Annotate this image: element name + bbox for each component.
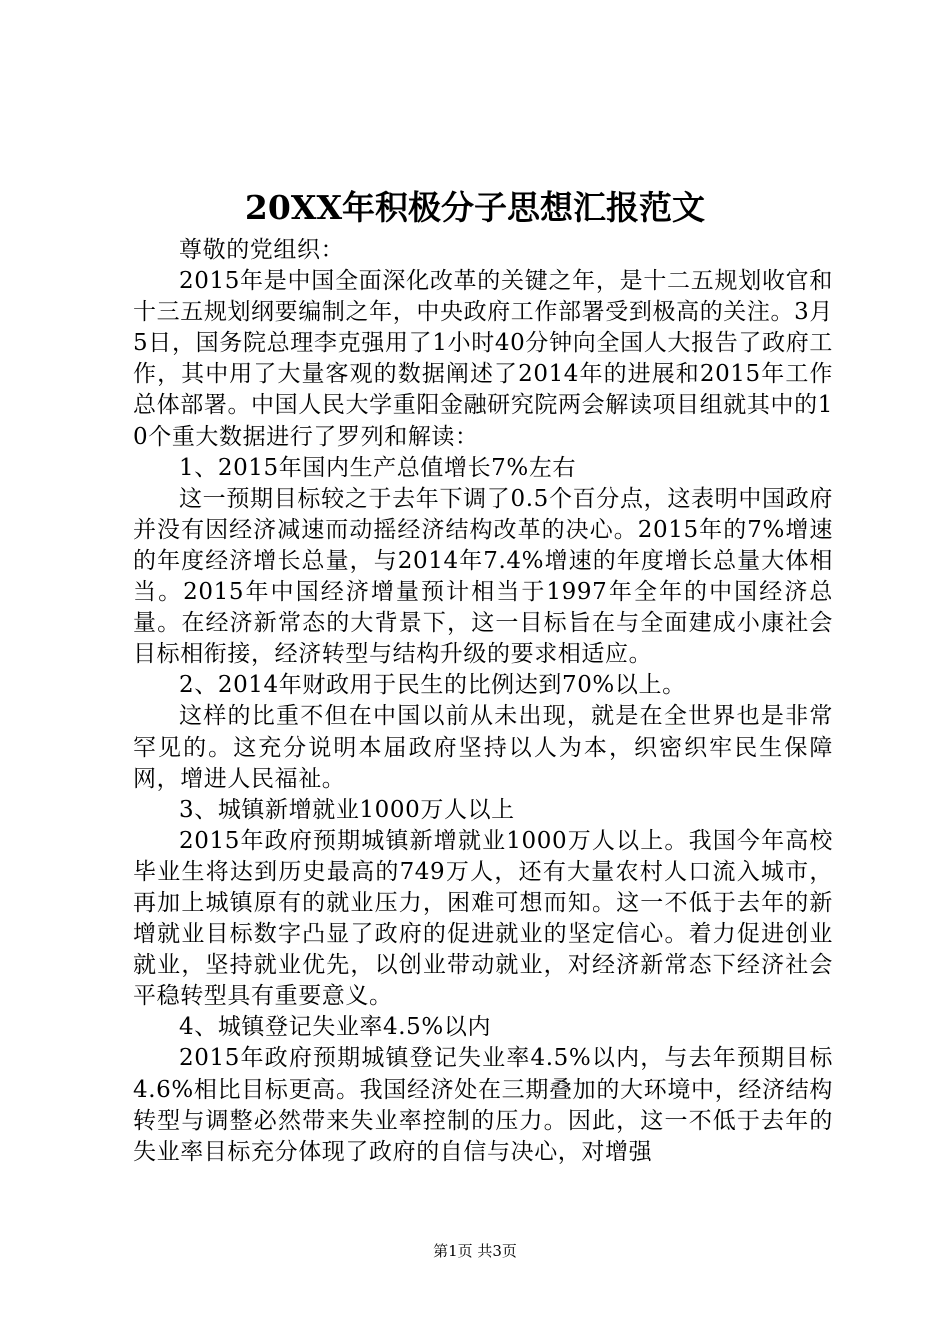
document-title: 20XX年积极分子思想汇报范文 [244, 188, 706, 227]
section-heading-2: 2、2014年财政用于民生的比例达到70%以上。 [179, 672, 686, 699]
section-paragraph-1: 这一预期目标较之于去年下调了0.5个百分点，这表明中国政府并没有因经济减速而动摇经济结构改革的决心。2015年的7%增速的年度经济增长总量，与2014年7.4%增速的年度增长总量大体相当。2015年中国经济增量预计相当于1997年全年的中国经济总量。在经济新常态的大背景下，这一目标旨在与全面建成小康社会目标相衔接，经济转型与结构升级的要求相适应。 [133, 485, 833, 668]
document-body [133, 235, 833, 1168]
section-paragraph-4: 2015年政府预期城镇登记失业率4.5%以内，与去年预期目标4.6%相比目标更高。我国经济处在三期叠加的大环境中，经济结构转型与调整必然带来失业率控制的压力。因此，这一不低于去年的失业率目标充分体现了政府的自信与决心，对增强 [133, 1045, 833, 1165]
section-heading-3: 3、城镇新增就业1000万人以上 [179, 796, 515, 823]
section-heading-4: 4、城镇登记失业率4.5%以内 [179, 1014, 492, 1041]
salutation: 尊敬的党组织： [179, 237, 345, 263]
section-heading-1: 1、2015年国内生产总值增长7%左右 [179, 454, 577, 481]
section-paragraph-3: 2015年政府预期城镇新增就业1000万人以上。我国今年高校毕业生将达到历史最高的749万人，还有大量农村人口流入城市，再加上城镇原有的就业压力，困难可想而知。这一不低于去年的新增就业目标数字凸显了政府的促进就业的坚定信心。着力促进创业就业，坚持就业优先，以创业带动就业，对经济新常态下经济社会平稳转型具有重要意义。 [133, 827, 833, 1010]
page-footer: 第1页 共3页 [433, 1242, 517, 1260]
section-paragraph-2: 这样的比重不但在中国以前从未出现，就是在全世界也是非常罕见的。这充分说明本届政府坚持以人为本，织密织牢民生保障网，增进人民福祉。 [133, 703, 833, 792]
intro-paragraph: 2015年是中国全面深化改革的关键之年，是十二五规划收官和十三五规划纲要编制之年，中央政府工作部署受到极高的关注。3月5日，国务院总理李克强用了1小时40分钟向全国人大报告了政府工作，其中用了大量客观的数据阐述了2014年的进展和2015年工作总体部署。中国人民大学重阳金融研究院两会解读项目组就其中的10个重大数据进行了罗列和解读： [133, 268, 833, 450]
